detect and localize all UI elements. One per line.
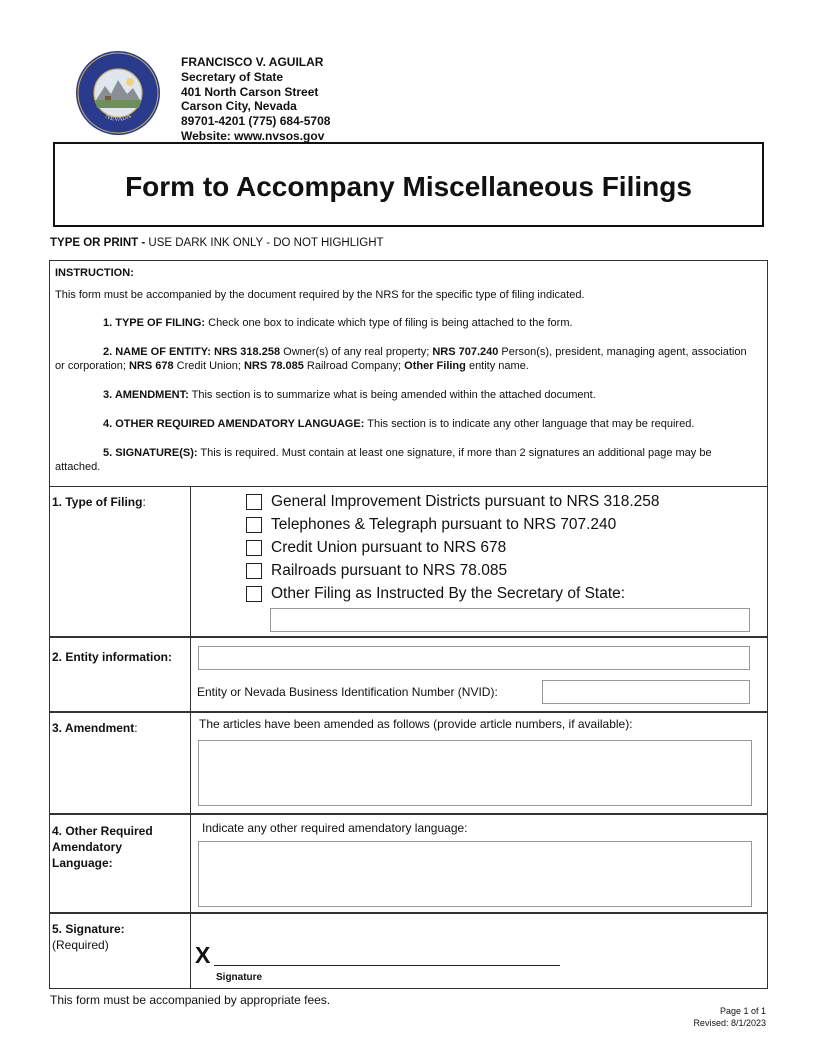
- instruction-item-3: 3. AMENDMENT: This section is to summarize what is being amended within the attached document.: [103, 389, 596, 401]
- officer-name: FRANCISCO V. AGUILAR: [181, 55, 324, 69]
- fees-note: This form must be accompanied by appropriate fees.: [50, 993, 331, 1007]
- office-address-block: [181, 55, 330, 144]
- instruction-box: [49, 260, 768, 487]
- revision-date: Revised: 8/1/2023: [693, 1018, 766, 1028]
- instruction-item-5: 5. SIGNATURE(S): This is required. Must contain at least one signature, if more than 2 signatures an additional page may be attached.: [55, 447, 712, 473]
- filing-option-railroads[interactable]: Railroads pursuant to NRS 78.085: [246, 561, 507, 581]
- instruction-intro: This form must be accompanied by the document required by the NRS for the specific type of filing indicated.: [55, 289, 585, 301]
- entity-information-label: 2. Entity information:: [52, 650, 172, 664]
- signature-caption: Signature: [216, 972, 263, 983]
- grid-column-divider: [190, 486, 191, 989]
- seal-bottom-text: NEVADA: [103, 112, 133, 123]
- entity-name-input[interactable]: [198, 646, 750, 670]
- filing-option-telephone[interactable]: Telephones & Telegraph pursuant to NRS 707.240: [246, 515, 616, 535]
- instruction-item-2: 2. NAME OF ENTITY: NRS 318.258 Owner(s) of any real property; NRS 707.240 Person(s), president, managing agent, association or corporation; NRS 678 Credit Union; NRS 78.085 Railroad Company; Other Filing entity name.: [55, 346, 747, 372]
- street-address: 401 North Carson Street: [181, 84, 319, 99]
- officer-title: Secretary of State: [181, 69, 284, 84]
- signature-line[interactable]: [214, 965, 560, 966]
- page-number: Page 1 of 1: [719, 1006, 766, 1016]
- row-divider-1: [49, 636, 768, 638]
- seal-icon: [75, 50, 161, 136]
- other-language-prompt: Indicate any other required amendatory language:: [202, 821, 468, 835]
- zip-phone: 89701-4201 (775) 684-5708: [181, 114, 331, 129]
- type-or-print-bold: TYPE OR PRINT -: [50, 237, 149, 249]
- type-or-print-rest: USE DARK INK ONLY - DO NOT HIGHLIGHT: [148, 237, 384, 249]
- amendment-textarea[interactable]: [198, 740, 752, 806]
- signature-x-mark: X: [195, 942, 211, 968]
- seal-top-text: [75, 50, 161, 52]
- nvid-label: Entity or Nevada Business Identification Number (NVID):: [197, 685, 498, 699]
- instruction-item-4: 4. OTHER REQUIRED AMENDATORY LANGUAGE: This section is to indicate any other language that may be required.: [103, 418, 695, 430]
- row-divider-2: [49, 711, 768, 713]
- filing-option-other[interactable]: Other Filing as Instructed By the Secretary of State:: [246, 584, 625, 604]
- signature-required-note: (Required): [52, 938, 109, 952]
- other-filing-input[interactable]: [270, 608, 750, 632]
- checkbox[interactable]: [246, 517, 262, 533]
- signature-label: 5. Signature: (Required): [52, 922, 125, 952]
- filing-option-gid[interactable]: General Improvement Districts pursuant to NRS 318.258: [246, 492, 660, 512]
- city-state: Carson City, Nevada: [181, 99, 297, 114]
- type-of-filing-label: 1. Type of Filing:: [52, 495, 146, 509]
- checkbox[interactable]: [246, 586, 262, 602]
- website: Website: www.nvsos.gov: [181, 128, 325, 143]
- row-divider-4: [49, 912, 768, 914]
- checkbox[interactable]: [246, 494, 262, 510]
- filing-option-credit-union[interactable]: Credit Union pursuant to NRS 678: [246, 538, 506, 558]
- page-info: [693, 1005, 766, 1029]
- type-or-print-notice: [50, 237, 384, 249]
- other-language-label: 4. Other Required Amendatory Language:: [52, 824, 153, 870]
- nevada-state-seal: [75, 50, 161, 136]
- amendment-label: 3. Amendment:: [52, 721, 138, 735]
- nvid-input[interactable]: [542, 680, 750, 704]
- instruction-item-1: 1. TYPE OF FILING: Check one box to indicate which type of filing is being attached to the form.: [103, 317, 573, 329]
- checkbox[interactable]: [246, 540, 262, 556]
- instruction-heading: INSTRUCTION:: [55, 267, 134, 279]
- amendment-prompt: The articles have been amended as follows (provide article numbers, if available):: [199, 717, 633, 731]
- checkbox[interactable]: [246, 563, 262, 579]
- title-box: [53, 142, 764, 227]
- row-divider-3: [49, 813, 768, 815]
- other-language-textarea[interactable]: [198, 841, 752, 907]
- page-title: Form to Accompany Miscellaneous Filings: [125, 171, 692, 202]
